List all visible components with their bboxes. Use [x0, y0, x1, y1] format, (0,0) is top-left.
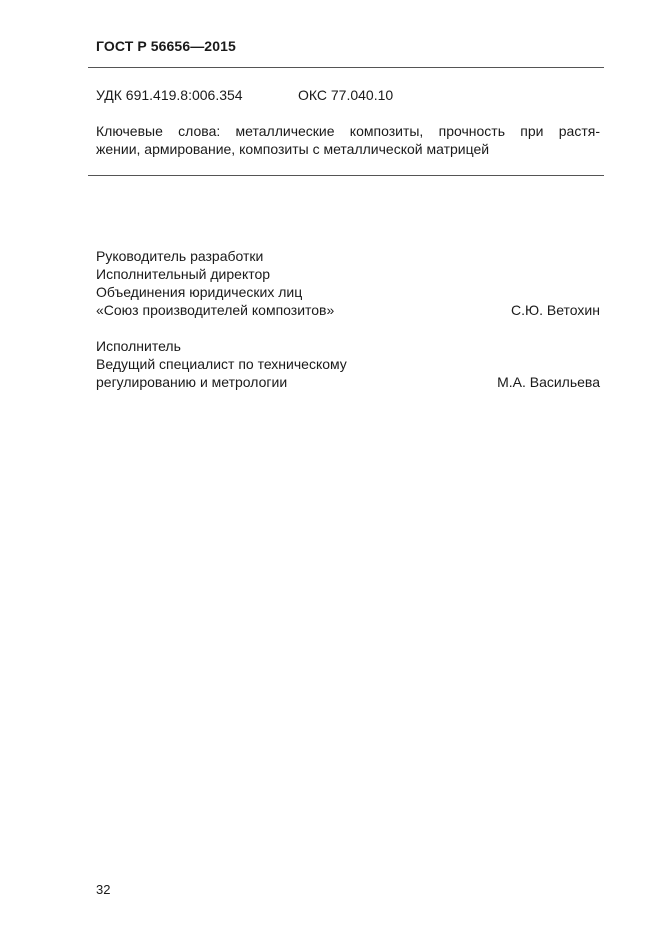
executor-title-line-1: Исполнитель [96, 338, 181, 354]
head-title-line-2: Исполнительный директор [96, 266, 271, 282]
oks-code: ОКС 77.040.10 [298, 87, 394, 103]
page-number: 32 [96, 882, 111, 897]
classification-codes [96, 87, 393, 103]
standard-designation: ГОСТ Р 56656—2015 [96, 38, 236, 54]
udk-code: УДК 691.419.8:006.354 [96, 87, 243, 103]
head-title-line-1: Руководитель разработки [96, 248, 264, 264]
keywords-line-2: жении, армирование, композиты с металлической матрицей [96, 141, 490, 157]
bottom-divider [88, 175, 604, 176]
head-title-line-3: Объединения юридических лиц [96, 284, 303, 300]
keywords-line-1: Ключевые слова: металлические композиты, прочность при растя- [96, 123, 600, 139]
head-title-line-4: «Союз производителей композитов» [96, 302, 335, 318]
top-divider [88, 67, 604, 68]
head-name: С.Ю. Ветохин [510, 302, 600, 318]
executor-name: М.А. Васильева [497, 374, 600, 390]
signature-block-head [96, 247, 600, 319]
keywords-paragraph [96, 122, 600, 158]
signature-block-executor [96, 337, 600, 391]
executor-title-line-3: регулированию и метрологии [96, 374, 288, 390]
executor-title-line-2: Ведущий специалист по техническому [96, 356, 347, 372]
head-signature-row [96, 301, 600, 319]
executor-signature-row [96, 373, 600, 391]
